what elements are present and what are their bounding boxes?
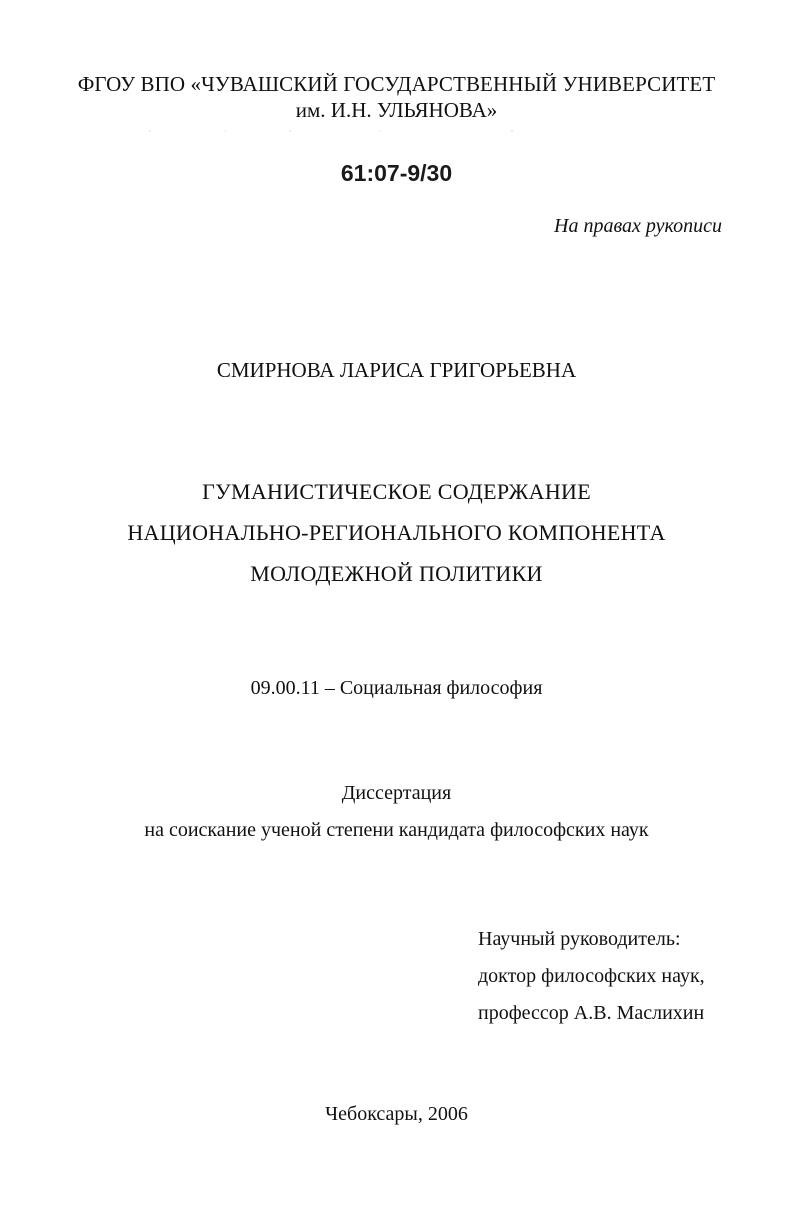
scan-noise-dots [140,129,540,133]
thesis-title-line-2: НАЦИОНАЛЬНО-РЕГИОНАЛЬНОГО КОМПОНЕНТА [127,520,666,545]
thesis-title-line-1: ГУМАНИСТИЧЕСКОЕ СОДЕРЖАНИЕ [202,479,591,504]
document-type: Диссертация [341,782,452,804]
specialty-code: 09.00.11 – Социальная философия [250,677,543,699]
thesis-title-line-3: МОЛОДЕЖНОЙ ПОЛИТИКИ [250,561,543,586]
supervisor-name: профессор А.В. Маслихин [478,1002,705,1024]
university-name: ФГОУ ВПО «ЧУВАШСКИЙ ГОСУДАРСТВЕННЫЙ УНИВЕРСИТЕТ [77,72,716,96]
supervisor-block [478,921,705,1032]
library-code: 61:07-9/30 [340,160,453,186]
city-and-year: Чебоксары, 2006 [325,1103,468,1125]
author-name: СМИРНОВА ЛАРИСА ГРИГОРЬЕВНА [216,358,577,382]
supervisor-degree: доктор философских наук, [478,965,705,987]
university-name-continued: им. И.Н. УЛЬЯНОВА» [295,98,498,122]
supervisor-label: Научный руководитель: [478,928,681,950]
degree-description: на соискание ученой степени кандидата философских наук [144,819,649,841]
manuscript-rights-note: На правах рукописи [554,215,722,237]
